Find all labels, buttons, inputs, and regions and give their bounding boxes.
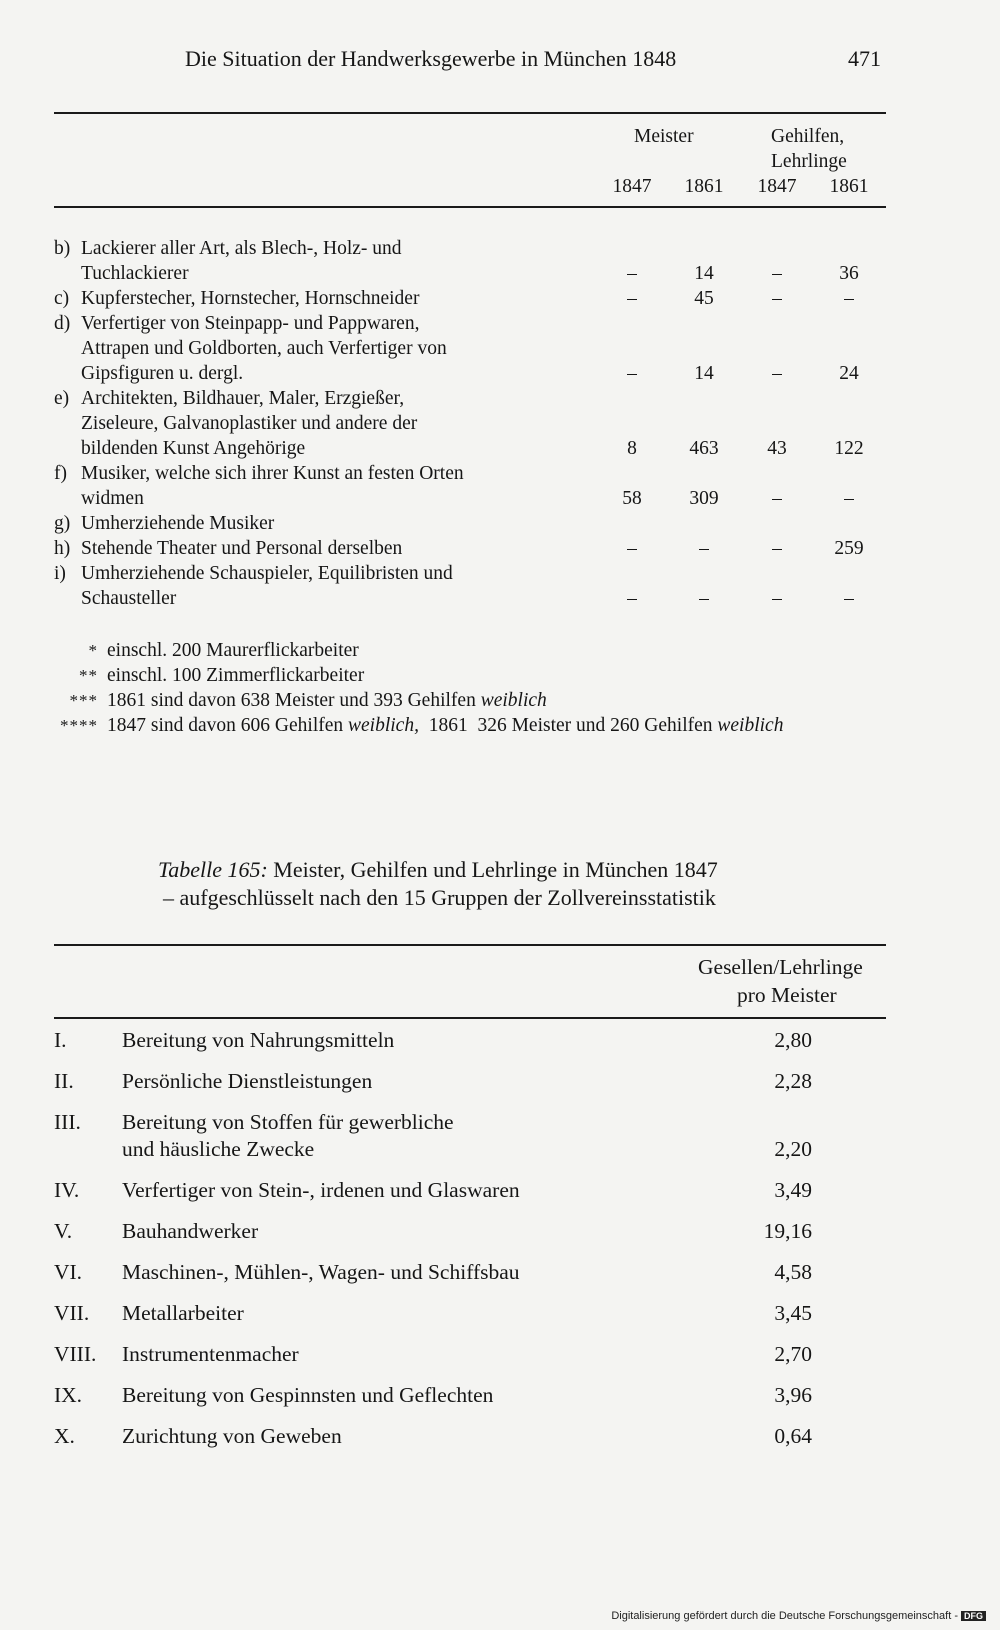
row-label: Stehende Theater und Personal derselben: [81, 538, 403, 559]
row-roman-numeral: VIII.: [54, 1342, 97, 1366]
row-value: –: [627, 263, 637, 284]
row-roman-numeral: I.: [54, 1028, 67, 1052]
col-year: 1847: [757, 176, 797, 197]
row-ratio-value: 2,20: [774, 1137, 812, 1161]
col-header-lehrlinge: Lehrlinge: [771, 151, 847, 172]
row-value: 24: [839, 363, 859, 384]
table2-header-rule: [54, 1017, 886, 1019]
row-value: 309: [689, 488, 719, 509]
row-label: Musiker, welche sich ihrer Kunst an festen Orten: [81, 463, 464, 484]
row-label: Kupferstecher, Hornstecher, Hornschneider: [81, 288, 420, 309]
row-label: Zurichtung von Geweben: [122, 1424, 342, 1448]
row-ratio-value: 2,70: [774, 1342, 812, 1366]
row-letter: i): [54, 563, 66, 584]
row-label: Schausteller: [81, 588, 177, 609]
row-value: –: [844, 288, 854, 309]
col-header-meister: Meister: [634, 126, 694, 147]
row-roman-numeral: IX.: [54, 1383, 83, 1407]
row-ratio-value: 4,58: [774, 1260, 812, 1284]
row-label: Verfertiger von Stein-, irdenen und Glaswaren: [122, 1178, 520, 1202]
row-label: Bauhandwerker: [122, 1219, 259, 1243]
row-label: Metallarbeiter: [122, 1301, 244, 1325]
col-year: 1847: [612, 176, 652, 197]
row-value: –: [627, 588, 637, 609]
row-label: widmen: [81, 488, 144, 509]
row-value: 43: [767, 438, 787, 459]
row-value: 122: [834, 438, 864, 459]
row-roman-numeral: III.: [54, 1110, 81, 1134]
footnote-text: [107, 713, 783, 738]
row-letter: b): [54, 238, 71, 259]
row-label: Bereitung von Gespinnsten und Geflechten: [122, 1383, 494, 1407]
table2-caption: [158, 855, 718, 884]
row-label: und häusliche Zwecke: [122, 1137, 315, 1161]
row-value: –: [772, 363, 782, 384]
row-value: –: [699, 588, 709, 609]
row-label: Tuchlackierer: [81, 263, 189, 284]
row-value: 463: [689, 438, 719, 459]
row-roman-numeral: II.: [54, 1069, 74, 1093]
row-letter: g): [54, 513, 71, 534]
row-roman-numeral: VII.: [54, 1301, 90, 1325]
row-letter: e): [54, 388, 70, 409]
row-roman-numeral: X.: [54, 1424, 75, 1448]
row-value: –: [772, 263, 782, 284]
footnote-italic: weiblich: [480, 690, 547, 711]
row-label: Verfertiger von Steinpapp- und Pappwaren,: [81, 313, 420, 334]
footnote-mark: ***: [69, 691, 98, 710]
table2-subtitle: – aufgeschlüsselt nach den 15 Gruppen der Zollvereinsstatistik: [163, 885, 716, 910]
row-label: Instrumentenmacher: [122, 1342, 299, 1366]
table2-caption-label: Tabelle 165:: [158, 857, 268, 882]
row-value: 14: [694, 263, 714, 284]
table1-header-rule: [54, 206, 886, 208]
footnote-italic: weiblich,: [348, 715, 419, 736]
row-ratio-value: 2,28: [774, 1069, 812, 1093]
footnote-text-part: 1861 326 Meister und 260 Gehilfen: [418, 715, 718, 736]
footnote-mark: **: [79, 666, 98, 685]
table2-col-header-sub: pro Meister: [737, 983, 837, 1007]
row-ratio-value: 3,49: [774, 1178, 812, 1202]
row-label: Gipsfiguren u. dergl.: [81, 363, 244, 384]
col-year: 1861: [684, 176, 724, 197]
row-value: 259: [834, 538, 864, 559]
col-year: 1861: [829, 176, 869, 197]
row-label: Attrapen und Goldborten, auch Verfertiger von: [81, 338, 447, 359]
row-ratio-value: 19,16: [763, 1219, 812, 1243]
table2-top-rule: [54, 944, 886, 946]
row-letter: c): [54, 288, 70, 309]
footnote-mark: *: [88, 641, 98, 660]
row-value: –: [627, 288, 637, 309]
row-label: Lackierer aller Art, als Blech-, Holz- und: [81, 238, 402, 259]
row-value: –: [772, 588, 782, 609]
row-ratio-value: 3,45: [774, 1301, 812, 1325]
digitization-footer: [611, 1610, 986, 1622]
row-label: Ziseleure, Galvanoplastiker und andere der: [81, 413, 418, 434]
dfg-logo: DFG: [961, 1611, 986, 1621]
row-value: –: [699, 538, 709, 559]
row-label: Maschinen-, Mühlen-, Wagen- und Schiffsbau: [122, 1260, 520, 1284]
footnote-text-part: 1861 sind davon 638 Meister und 393 Gehilfen: [107, 690, 481, 711]
row-value: –: [627, 538, 637, 559]
col-header-gehilfen: Gehilfen,: [771, 126, 845, 147]
row-label: Persönliche Dienstleistungen: [122, 1069, 373, 1093]
footer-text: Digitalisierung gefördert durch die Deutsche Forschungsgemeinschaft -: [611, 1610, 958, 1622]
row-letter: f): [54, 463, 67, 484]
row-label: Bereitung von Nahrungsmitteln: [122, 1028, 395, 1052]
row-label: bildenden Kunst Angehörige: [81, 438, 306, 459]
row-roman-numeral: V.: [54, 1219, 73, 1243]
page-number: 471: [848, 46, 881, 71]
row-value: –: [844, 588, 854, 609]
row-roman-numeral: VI.: [54, 1260, 83, 1284]
row-value: –: [627, 363, 637, 384]
row-value: 58: [622, 488, 642, 509]
footnote-text: einschl. 200 Maurerflickarbeiter: [107, 640, 359, 661]
row-value: –: [772, 488, 782, 509]
row-label: Umherziehende Schauspieler, Equilibristen und: [81, 563, 453, 584]
row-label: Architekten, Bildhauer, Maler, Erzgießer,: [81, 388, 405, 409]
row-ratio-value: 2,80: [774, 1028, 812, 1052]
row-value: 45: [694, 288, 714, 309]
row-letter: h): [54, 538, 71, 559]
row-label: Umherziehende Musiker: [81, 513, 275, 534]
running-header-title: Die Situation der Handwerksgewerbe in München 1848: [185, 46, 677, 71]
footnote-text: [107, 688, 547, 713]
footnote-italic: weiblich: [717, 715, 784, 736]
row-value: –: [772, 538, 782, 559]
row-ratio-value: 3,96: [774, 1383, 812, 1407]
footnote-mark: ****: [60, 716, 98, 735]
row-label: Bereitung von Stoffen für gewerbliche: [122, 1110, 454, 1134]
table2-col-header: Gesellen/Lehrlinge: [698, 955, 863, 979]
row-ratio-value: 0,64: [774, 1424, 812, 1448]
row-value: –: [772, 288, 782, 309]
row-value: 14: [694, 363, 714, 384]
row-value: 8: [627, 438, 637, 459]
row-roman-numeral: IV.: [54, 1178, 80, 1202]
row-value: –: [844, 488, 854, 509]
table2-caption-title: Meister, Gehilfen und Lehrlinge in München 1847: [267, 857, 718, 882]
row-letter: d): [54, 313, 71, 334]
footnote-text-part: 1847 sind davon 606 Gehilfen: [107, 715, 349, 736]
row-value: 36: [839, 263, 859, 284]
footnote-text: einschl. 100 Zimmerflickarbeiter: [107, 665, 365, 686]
table1-top-rule: [54, 112, 886, 114]
